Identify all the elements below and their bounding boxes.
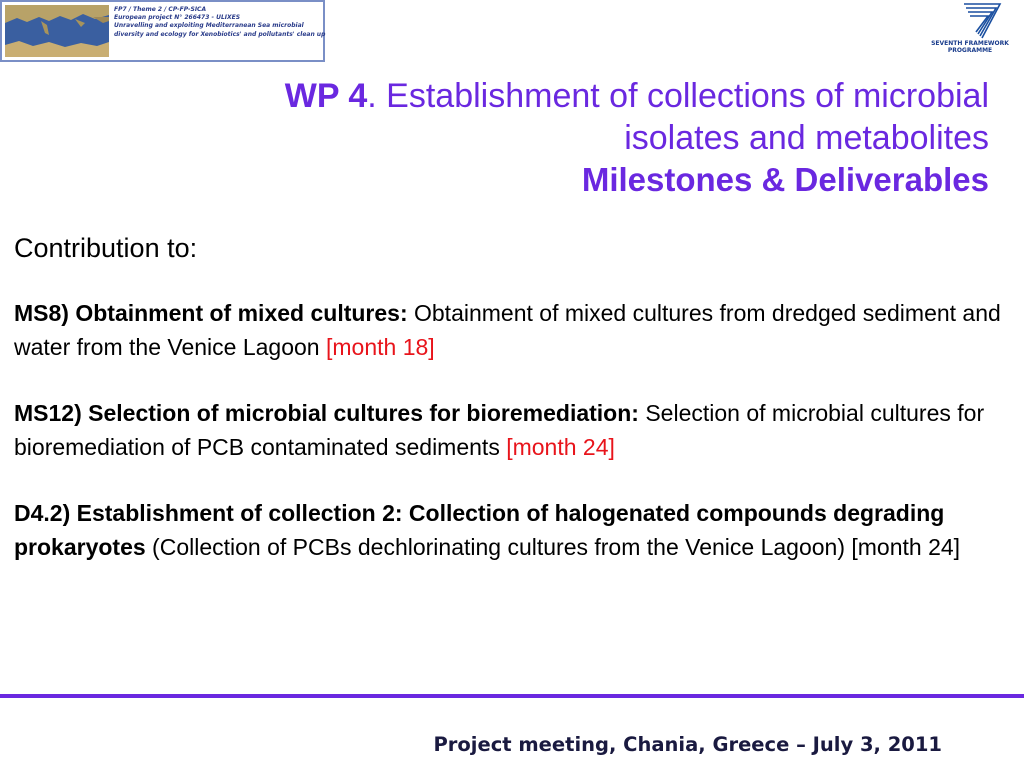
title-line-1 bbox=[89, 75, 989, 117]
milestone-ms12 bbox=[14, 396, 1004, 464]
banner-line: European project N° 266473 - ULIXES bbox=[114, 14, 241, 22]
d42-heading: D4.2) Establishment of collection 2: Collection of halogenated compounds degrading prokaryotes bbox=[14, 500, 945, 560]
ms12-month: [month 24] bbox=[506, 434, 615, 460]
banner-line: diversity and ecology for Xenobiotics' and pollutants' clean up bbox=[114, 30, 326, 38]
fp7-caption-line: PROGRAMME bbox=[947, 47, 993, 54]
slide-title bbox=[89, 75, 989, 201]
fp7-caption bbox=[928, 40, 1012, 54]
footer-divider bbox=[0, 694, 1024, 698]
fp7-caption-line: SEVENTH FRAMEWORK bbox=[931, 40, 1009, 47]
project-banner bbox=[0, 0, 325, 62]
slide-body bbox=[14, 228, 1004, 596]
title-line-1-text: . Establishment of collections of microbial bbox=[367, 77, 989, 115]
wp-label: WP 4 bbox=[284, 77, 368, 115]
slide-subtitle: Milestones & Deliverables bbox=[581, 161, 989, 198]
title-line-2: isolates and metabolites bbox=[624, 119, 989, 157]
mediterranean-map-image bbox=[5, 5, 109, 57]
milestone-ms8 bbox=[14, 296, 1004, 364]
ms8-month: [month 18] bbox=[325, 334, 435, 360]
ms12-text: Selection of microbial cultures for bioremediation of PCB contaminated sediments bbox=[14, 400, 985, 460]
ms12-heading: MS12) Selection of microbial cultures for bioremediation: bbox=[14, 400, 639, 426]
ms8-text: Obtainment of mixed cultures from dredged sediment and water from the Venice Lagoon bbox=[14, 300, 1001, 360]
banner-line: Unravelling and exploiting Mediterranean Sea microbial bbox=[114, 22, 304, 30]
d42-text: (Collection of PCBs dechlorinating cultures from the Venice Lagoon) [month 24] bbox=[145, 534, 961, 560]
contribution-label: Contribution to: bbox=[14, 233, 198, 263]
footer-text: Project meeting, Chania, Greece – July 3, 2011 bbox=[433, 733, 942, 756]
banner-text bbox=[114, 6, 324, 39]
deliverable-d42 bbox=[14, 496, 1004, 564]
banner-line: FP7 / Theme 2 / CP-FP-SICA bbox=[114, 6, 207, 13]
ms8-heading: MS8) Obtainment of mixed cultures: bbox=[14, 300, 408, 326]
